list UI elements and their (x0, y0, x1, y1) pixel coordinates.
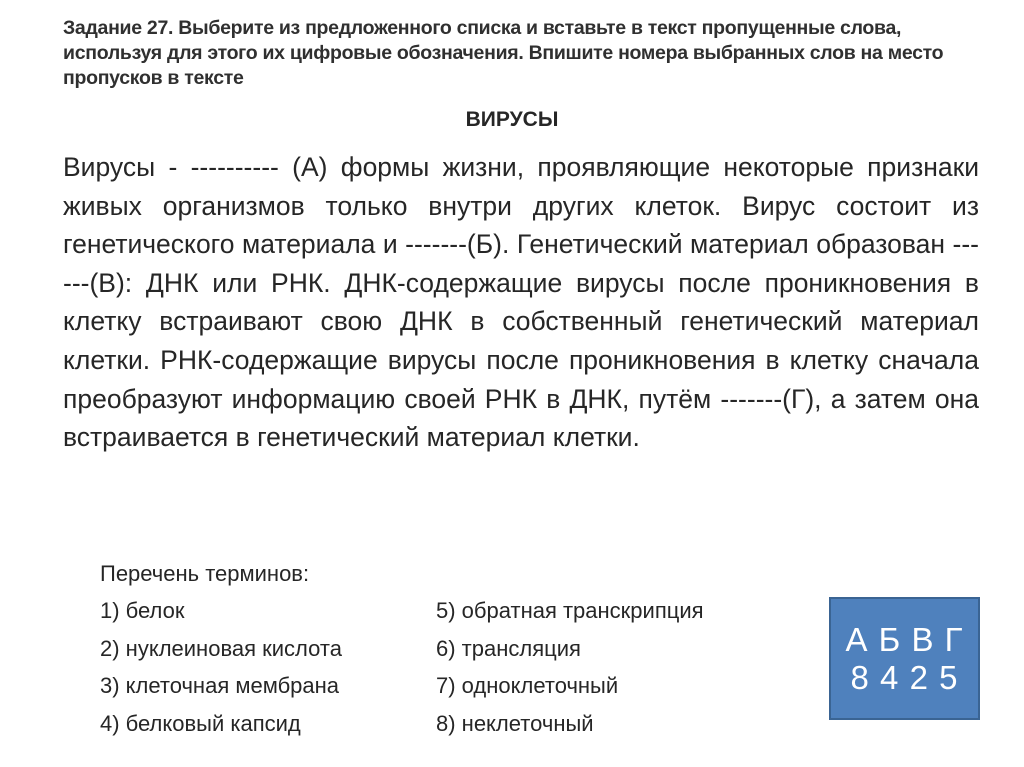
term-8: 8) неклеточный (436, 710, 594, 736)
answer-numbers: 8 4 2 5 (850, 658, 959, 696)
answer-letters: А Б В Г (845, 620, 964, 658)
term-7: 7) одноклеточный (436, 673, 619, 698)
term-row (100, 630, 820, 668)
term-row (100, 592, 820, 630)
term-4: 4) белковый капсид (100, 710, 301, 736)
term-row (100, 705, 820, 743)
term-5: 5) обратная транскрипция (436, 598, 704, 623)
term-1: 1) белок (100, 598, 185, 623)
answer-box (829, 597, 980, 720)
term-row (100, 667, 820, 705)
body-text: Вирусы - ---------- (А) формы жизни, проявляющие некоторые признаки живых организмов только внутри других клеток. Вирус состоит из генетического материала и -------(Б). Генетический материал образован ------(В): ДНК или РНК. ДНК-содержащие вирусы после проникновения в клетку встраивают свою ДНК в собственный генетический материал клетки. РНК-содержащие вирусы после проникновения в клетку сначала преобразуют информацию своей РНК в ДНК, путём -------(Г), а затем она встраивается в генетический материал клетки. (63, 152, 979, 453)
terms-list (100, 555, 820, 742)
term-2: 2) нуклеиновая кислота (100, 635, 342, 661)
terms-title: Перечень терминов: (100, 561, 310, 586)
task-header: Задание 27. Выберите из предложенного списка и вставьте в текст пропущенные слова, используя для этого их цифровые обозначения. Впишите номера выбранных слов на место пропусков в тексте (63, 17, 944, 89)
term-6: 6) трансляция (436, 635, 581, 661)
term-3: 3) клеточная мембрана (100, 673, 340, 698)
section-title: ВИРУСЫ (465, 108, 559, 131)
